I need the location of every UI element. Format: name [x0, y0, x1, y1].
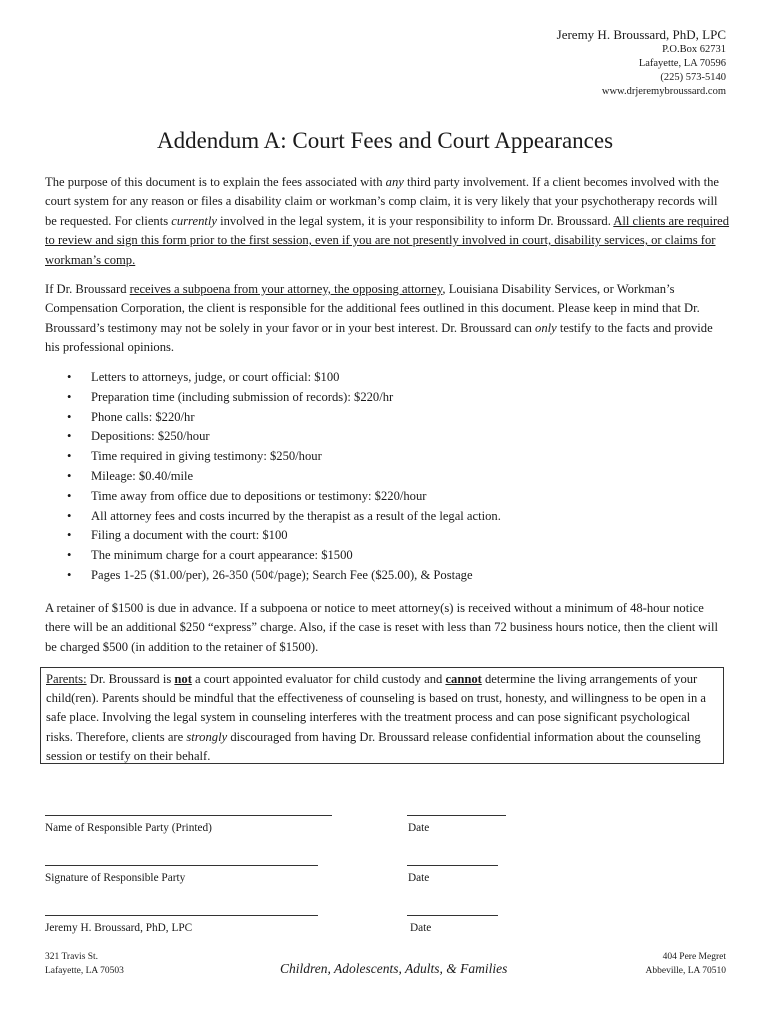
footer-lafayette-address: [45, 950, 124, 978]
letterhead-website: www.drjeremybroussard.com: [601, 86, 726, 97]
footer-right-city: Abbeville, LA 70510: [645, 966, 726, 976]
intro-emphasis-currently: currently: [171, 213, 217, 228]
footer-abbeville-address: [646, 950, 726, 978]
date-label: Date: [408, 872, 430, 884]
parents-emphasis-strongly: strongly: [186, 729, 228, 744]
parents-text-2: a court appointed evaluator for child custody and: [191, 672, 446, 686]
parents-emphasis-cannot: cannot: [445, 672, 482, 686]
subpoena-text-2: , Louisiana Disability Services, or Workman’s Compensation Corporation, the client is responsible for the additional fees outlined in this document. Please keep in mind that Dr. Broussard’s testimony may not be solely in your favor or in your best interest. Dr. Broussard can: [45, 282, 700, 335]
parents-text-4: discouraged from having Dr. Broussard release confidential information about the counseling session or testify on their behalf.: [46, 729, 701, 763]
fee-item: • Time required in giving testimony: $250/hour: [45, 447, 730, 467]
intro-text-2: third party involvement. If a client becomes involved with the court system for any reason or files a disability claim or workman’s comp claim, it is very likely that your psychotherapy records will be requested. For clients: [45, 175, 719, 228]
fee-item: • Depositions: $250/hour: [45, 427, 730, 447]
date-label: Date: [408, 822, 430, 834]
date-label: Date: [410, 922, 432, 934]
letterhead-city: Lafayette, LA 70596: [638, 58, 726, 69]
fee-item: • Phone calls: $220/hr: [45, 408, 730, 428]
parents-text-1: Dr. Broussard is: [86, 672, 175, 686]
intro-emphasis-any: any: [385, 175, 404, 189]
intro-paragraph: [45, 173, 730, 270]
printed-name-line[interactable]: [45, 815, 332, 816]
fee-item: • Filing a document with the court: $100: [45, 526, 730, 546]
subpoena-emphasis-only: only: [535, 320, 557, 335]
fee-item: • Mileage: $0.40/mile: [45, 467, 730, 487]
therapist-signature-line[interactable]: [45, 915, 318, 916]
subpoena-text-1: If Dr. Broussard: [45, 282, 130, 296]
fee-item: • The minimum charge for a court appearance: $1500: [45, 546, 730, 566]
footer-right-street: 404 Pere Megret: [662, 952, 726, 962]
footer-left-street: 321 Travis St.: [45, 952, 99, 962]
letterhead: [557, 26, 726, 99]
therapist-date-line[interactable]: [407, 915, 498, 916]
signature-date-line[interactable]: [407, 865, 498, 866]
footer-tagline: Children, Adolescents, Adults, & Families: [280, 961, 508, 976]
signature-line[interactable]: [45, 865, 318, 866]
parents-text-3: determine the living arrangements of your child(ren). Parents should be mindful that the effectiveness of counseling is based on trust, honesty, and willingness to be open in a safe place. Involving the legal system in counseling interferes with the treatment process and can pose significant psychological risks. Therefore, clients are: [46, 672, 706, 744]
subpoena-paragraph: [45, 280, 730, 358]
fee-item: • Letters to attorneys, judge, or court official: $100: [45, 368, 730, 388]
subpoena-text-3: testify to the facts and provide his professional opinions.: [45, 320, 713, 355]
letterhead-po-box: P.O.Box 62731: [662, 44, 726, 55]
fee-item: • All attorney fees and costs incurred by the therapist as a result of the legal action.: [45, 507, 730, 527]
footer-left-city: Lafayette, LA 70503: [45, 966, 124, 976]
subpoena-underlined: receives a subpoena from your attorney, the opposing attorney: [129, 282, 443, 296]
intro-text-3: involved in the legal system, it is your responsibility to inform Dr. Broussard.: [216, 213, 614, 228]
printed-name-label: Name of Responsible Party (Printed): [45, 822, 212, 834]
printed-name-date-line[interactable]: [407, 815, 506, 816]
intro-requirement-notice: All clients are required to review and sign this form prior to the first session, even if you are not presently involved in court, disability services, or claims for workman’s comp.: [45, 213, 730, 267]
intro-text-1: The purpose of this document is to explain the fees associated with: [45, 175, 386, 189]
parents-emphasis-not: not: [174, 672, 192, 686]
parents-label: Parents:: [46, 672, 87, 686]
therapist-label: Jeremy H. Broussard, PhD, LPC: [45, 922, 193, 934]
document-title: Addendum A: Court Fees and Court Appearances: [156, 128, 614, 153]
fee-item: • Time away from office due to depositions or testimony: $220/hour: [45, 487, 730, 507]
signature-label: Signature of Responsible Party: [45, 872, 186, 884]
letterhead-name: Jeremy H. Broussard, PhD, LPC: [556, 27, 726, 42]
fee-list: [45, 368, 730, 586]
fee-item: • Preparation time (including submission of records): $220/hr: [45, 388, 730, 408]
fee-item: • Pages 1-25 ($1.00/per), 26-350 (50¢/page); Search Fee ($25.00), & Postage: [45, 566, 730, 586]
parents-notice-box: [40, 667, 724, 764]
letterhead-phone: (225) 573-5140: [660, 72, 726, 83]
retainer-paragraph: A retainer of $1500 is due in advance. If a subpoena or notice to meet attorney(s) is received without a minimum of 48-hour notice there will be an additional $250 “express” charge. Also, if the case is reset with less than 72 business hours notice, then the client will be charged $500 (in addition to the retainer of $1500).: [45, 601, 719, 654]
